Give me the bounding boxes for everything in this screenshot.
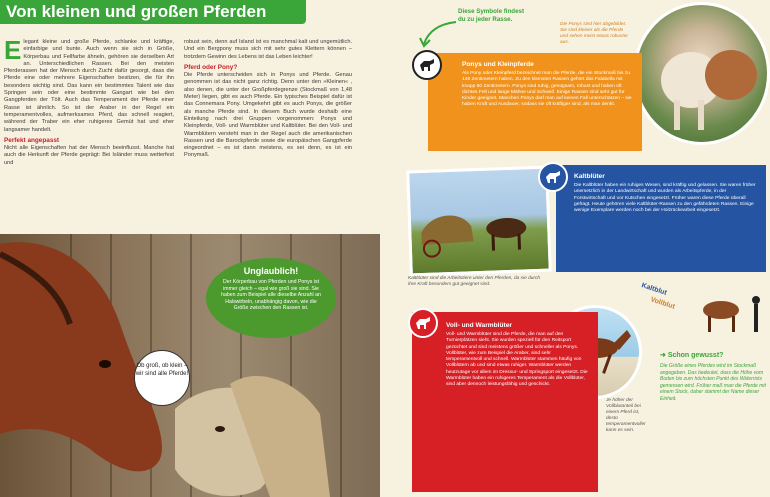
section-heading-adapted: Perfekt angepasst (4, 136, 60, 144)
hotbloods-text: Voll- und Warmblüter sind die Pferde, die man auf den Turnierplätzen sieht. Sie wurden speziell für den Reitsport gezüchtet und sind meistens größer und schneller als Ponys. Vollblüter, wie zum Beispiel die Araber, sind sehr temperamentvoll und schnell. Warmblüter stammen häufig von Vollblütern ab und sind etwas ruhiger. Warmblüter werden heutzutage vor allem im Dressur- und Springsport eingesetzt. Die Warmblüter haben ein ruhigeres Temperament als die Vollblüter, sind aber dennoch leistungsfähig und geschickt. (446, 332, 588, 388)
page-title: Von kleinen und großen Pferden (0, 0, 306, 24)
farm-horses-photo (406, 166, 552, 277)
did-you-know (660, 352, 768, 403)
second-column (184, 39, 352, 234)
farm-illustration (409, 168, 552, 276)
symbols-note: Diese Symbole findest du zu jeder Rasse. (458, 8, 525, 23)
horse-comparison-illustration (686, 290, 766, 340)
intro-paragraph: legant kleine und große Pferde, schlanke und kräftige, einfarbige und bunte. Auch wenn sie sich in Größe, Körperbau und Fellfarbe ähneln, gehören sie derselben Art an. Unterschiedlichen Rassen. Bei den meisten Pferderassen hat der Mensch durch Zucht dafür gesorgt, dass die Pferde eine oder mehrere Eigenschaften besitzen, die für ihn besonders wichtig sind. Das kann ein bestimmtes Talent wie das Springen sein oder eine bestimmte Gangart wie bei den Gangpferden der Tölt. Auch das Temperament der Pferde einer Rasse ist ähnlich. So ist der Araber in der Regel ein temperamentvolles, aufmerksames Pferd, das schnell reagiert, während der Traber ein eher ruhigeres Gemüt hat und eher langsamer handelt. (4, 39, 174, 133)
arrow-icon (418, 18, 458, 48)
ponies-box (428, 53, 642, 151)
fun-fact-callout (206, 258, 336, 338)
did-you-know-title: ➜ Schon gewusst? (660, 352, 724, 359)
ponies-text: Als Pony oder Kleinpferd bezeichnet man die Pferde, die ein Stockmaß bis zu 148 Zentimetern haben. Zu den kleinsten Rassen gehört das Falabella mit knapp 80 Zentimetern. Ponys sind ruhig, genügsam, robust und haben oft dichtes Fell und lange Mähne und Schweif. Einige Rassen sind sehr gut für Kinder geeignet. Manchen Ponys darf man auf keinen Fall unterschätzen – sie haben Kraft und Ausdauer, sodass sie oft kräftiger sind, als man denkt. (462, 71, 632, 108)
warmblood-symbol-icon (408, 308, 438, 338)
section-heading-pony: Pferd oder Pony? (184, 63, 238, 71)
col2-paragraph-1: robust sein, denn auf Island ist es manchmal kalt und ungemütlich. Und ein Bergpony muss sich mit sehr gutes Klettern können – trotzdem Gewinn des Lebens ist das Leben leichter! (184, 39, 352, 60)
pony-illustration (636, 5, 770, 145)
col2-paragraph-2: Die Pferde unterscheiden sich in Ponys und Pferde. Genau genommen ist das nicht ganz richtig. Denn unter den »Kleinen« , also denen, die unter der Großpferdegrenze (Stockmaß von 1,48 Meter) liegen, gibt es auch Pferde. Ein typisches Beispiel dafür ist das Connemara Pony. Umgekehrt gibt es auch Ponys, die größer als manche Pferde sind. In diesem Buch wurde deshalb eine Einteilung nach drei Gruppen vorgenommen: Ponys und Kleinpferde, Voll- und Warmblüter und Kaltblüter. Bei den Voll- und Warmblütern versteht man in der Regel auch die amerikanischen Rassen und die Barockpferde sowie die europäischen Gangpferde eingeordnet – es ist dann meistens, es sei denn, es ist ein Ponymaß. (184, 72, 352, 159)
fun-fact-title: Unglaublich! (243, 266, 299, 276)
intro-column (4, 39, 174, 234)
warm-label: Vollblut (649, 296, 676, 311)
fun-fact-text: Der Körperbau von Pferden und Ponys ist immer gleich – egal wie groß sie sind. Sie haben zum Beispiel alle dieselbe Anzahl an Halswirbeln, unabhängig davon, wie die Größe zwischen den Rassen ist. (221, 279, 321, 312)
adapted-paragraph: Nicht alle Eigenschaften hat der Mensch beeinflusst. Manche hat auch die Herkunft der Pferde geprägt: Bei Isländer muss wetterfest und (4, 145, 174, 166)
pony-symbol-icon (412, 50, 442, 80)
coldbloods-box (556, 165, 766, 272)
hotbloods-title: Voll- und Warmblüter (446, 322, 512, 329)
pony-photo (633, 2, 770, 145)
cold-label: Kaltblut (640, 282, 668, 297)
coldbloods-text: Die Kaltblüter haben ein ruhiges Wesen, sind kräftig und gelassen. Sie waren früher unersetzlich in der Landwirtschaft und wurden als Arbeitspferde, in der Forstwirtschaft und vor Kutschen eingesetzt. Früher waren diese Pferde überall gefragt. Heute gehören viele Kaltblüter-Rassen zu den gefährdeten Rassen. Einige wenige Exemplare werden noch bei der Holzrückearbeit eingesetzt. (574, 183, 756, 214)
did-you-know-text: Die Größe eines Pferdes wird im Stockmaß angegeben. Das bedeutet, dass die Höhe vom Boden bis zum höchsten Punkt des Widerrists gemessen wird. Früher maß man die Pferde mit einem Stock, daher stammt der Name dieser Einheit. (660, 363, 766, 402)
coldblood-symbol-icon (538, 162, 568, 192)
foal-caption: Je höher der Vollblutanteil bei einem Pferd ist, desto temperamentvoller kann es sein. (606, 398, 646, 433)
hotbloods-box (412, 312, 598, 492)
coldbloods-title: Kaltblüter (574, 173, 605, 180)
pony-caption: Die Ponys sind hier abgebildet. Sie sind kleiner als die Pferde und sehen meist etwas robuster aus. (560, 22, 628, 45)
dropcap: E (4, 39, 22, 65)
speech-bubble: Ob groß, ob klein – wir sind alle Pferde! (134, 350, 190, 406)
farm-caption: Kaltblüter sind die Arbeitstiere unter den Pferden, da sie durch ihre Kraft besonders gut geeignet sind. (408, 276, 541, 287)
ponies-title: Ponys und Kleinpferde (462, 61, 534, 68)
